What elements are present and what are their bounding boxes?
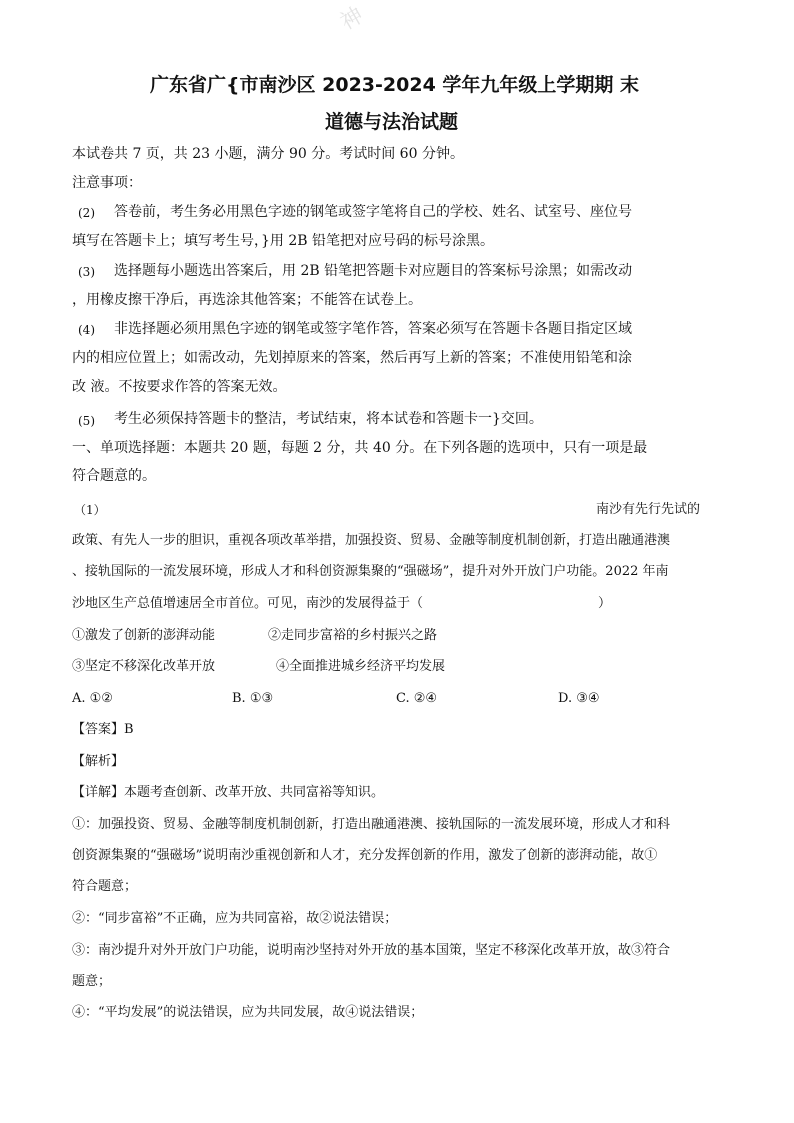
explanation-line: 符合题意；: [72, 879, 138, 894]
notice-text: ，用橡皮擦干净后，再选涂其他答案；不能答在试卷上。: [72, 292, 422, 308]
option-d: D. ③④: [558, 691, 600, 706]
title-line-1: 广东省广{市南沙区 2023-2024 学年九年级上学期期 末: [150, 74, 640, 96]
question-text: 沙地区生产总值增速居全市首位。可见，南沙的发展得益于（: [72, 596, 424, 611]
explanation-line: 题意；: [72, 974, 112, 989]
explanation-line: ④：“平均发展”的说法错误，应为共同发展，故④说法错误；: [72, 1005, 424, 1020]
explanation-line: 创资源集聚的“强磁场”说明南沙重视创新和人才，充分发挥创新的作用，激发了创新的澎湃动能，故①: [72, 848, 658, 863]
notice-text: 内的相应位置上；如需改动，先划掉原来的答案，然后再写上新的答案；不准使用铅笔和涂: [72, 350, 632, 366]
notice-header: 注意事项：: [72, 175, 142, 191]
statement-item: ①激发了创新的澎湃动能: [72, 628, 216, 643]
answer-label: 【答案】B: [72, 722, 134, 737]
notice-number: (4): [78, 323, 95, 337]
notice-number: (3): [78, 265, 95, 279]
explanation-line: ②：“同步富裕”不正确，应为共同富裕，故②说法错误；: [72, 911, 398, 926]
explanation-line: ①：加强投资、贸易、金融等制度机制创新，打造出融通港澳、接轨国际的一流发展环境，形成人才和科: [72, 817, 671, 832]
question-number: （1）: [74, 503, 106, 517]
notice-text: 非选择题必须用黑色字迹的钢笔或签字笔作答，答案必须写在答题卡各题目指定区域: [114, 321, 632, 337]
question-text: 南沙有先行先试的: [596, 502, 701, 517]
statement-item: ②走同步富裕的乡村振兴之路: [268, 628, 438, 643]
option-b: B. ①③: [232, 691, 274, 706]
question-text: 、接轨国际的一流发展环境，形成人才和科创资源集聚的“强磁场”，提升对外开放门户功能。2022 年南: [72, 564, 669, 579]
section-heading: 一、单项选择题：本题共 20 题，每题 2 分，共 40 分。在下列各题的选项中，只有一项是最: [72, 440, 648, 456]
analysis-header: 【解析】: [72, 754, 125, 769]
notice-number: (5): [78, 414, 95, 428]
notice-text: 答卷前，考生务必用黑色字迹的钢笔或签字笔将自己的学校、姓名、试室号、座位号: [114, 204, 632, 220]
statement-item: ③坚定不移深化改革开放: [72, 659, 216, 674]
explanation-line: ③：南沙提升对外开放门户功能，说明南沙坚持对外开放的基本国策，坚定不移深化改革开放，故③符合: [72, 943, 671, 958]
detail-header: 【详解】本题考查创新、改革开放、共同富裕等知识。: [72, 785, 385, 800]
notice-number: (2): [78, 206, 95, 220]
section-heading: 符合题意的。: [72, 468, 156, 484]
notice-text: 填写在答题卡上；填写考生号，}用 2B 铅笔把对应号码的标号涂黑。: [72, 233, 495, 249]
option-a: A. ①②: [72, 691, 113, 706]
title-line-2: 道德与法治试题: [325, 111, 459, 133]
question-text: 政策、有先人一步的胆识，重视各项改革举措，加强投资、贸易、金融等制度机制创新，打造出融通港澳: [72, 533, 671, 548]
notice-text: 选择题每小题选出答案后，用 2B 铅笔把答题卡对应题目的答案标号涂黑；如需改动: [114, 263, 633, 279]
answer-blank-close: ）: [598, 596, 612, 611]
option-c: C. ②④: [396, 691, 438, 706]
statement-item: ④全面推进城乡经济平均发展: [276, 659, 446, 674]
watermark: 神: [336, 2, 368, 36]
notice-text: 考生必须保持答题卡的整洁，考试结束，将本试卷和答题卡一}交回。: [114, 411, 543, 427]
intro-text: 本试卷共 7 页，共 23 小题，满分 90 分。考试时间 60 分钟。: [72, 146, 464, 162]
notice-text: 改 液。不按要求作答的答案无效。: [72, 379, 287, 395]
